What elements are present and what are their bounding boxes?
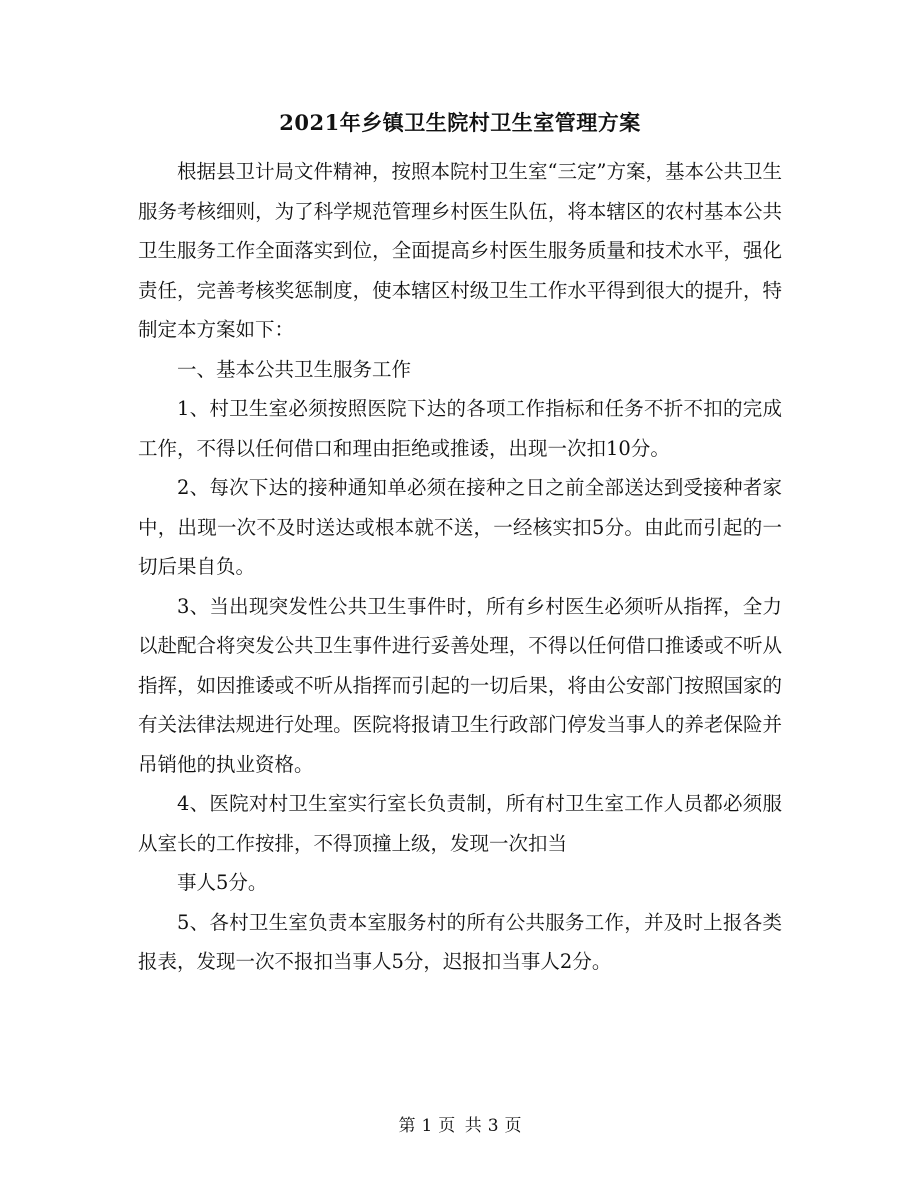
document-body [138, 152, 782, 982]
page-label-mid: 页 共 [438, 1116, 482, 1136]
page-label-prefix: 第 [398, 1116, 416, 1136]
paragraph-item-4: 4、医院对村卫生室实行室长负责制，所有村卫生室工作人员都必须服从室长的工作按排，不得顶撞上级，发现一次扣当 [138, 792, 782, 855]
page-label-suffix: 页 [504, 1116, 522, 1136]
document-title: 2021年乡镇卫生院村卫生室管理方案 [279, 110, 641, 135]
page-current-number: 1 [421, 1116, 433, 1136]
section-heading: 一、基本公共卫生服务工作 [177, 357, 412, 381]
paragraph-item-4-continued: 事人5分。 [177, 871, 268, 894]
paragraph-item-5: 5、各村卫生室负责本室服务村的所有公共服务工作，并及时上报各类报表，发现一次不报扣当事人5分，迟报扣当事人2分。 [138, 910, 782, 973]
paragraph-item-3: 3、当出现突发性公共卫生事件时，所有乡村医生必须听从指挥，全力以赴配合将突发公共卫生事件进行妥善处理，不得以任何借口推诿或不听从指挥，如因推诿或不听从指挥而引起的一切后果，将由公安部门按照国家的有关法律法规进行处理。医院将报请卫生行政部门停发当事人的养老保险并吊销他的执业资格。 [138, 594, 782, 776]
paragraph-item-2: 2、每次下达的接种通知单必须在接种之日之前全部送达到受接种者家中，出现一次不及时送达或根本就不送，一经核实扣5分。由此而引起的一切后果自负。 [138, 476, 782, 578]
paragraph-item-1: 1、村卫生室必须按照医院下达的各项工作指标和任务不折不扣的完成工作，不得以任何借口和理由拒绝或推诿，出现一次扣10分。 [138, 397, 782, 460]
page-footer [0, 1114, 920, 1138]
page-total-number: 3 [487, 1116, 499, 1136]
paragraph-intro: 根据县卫计局文件精神，按照本院村卫生室“三定”方案，基本公共卫生服务考核细则，为了科学规范管理乡村医生队伍，将本辖区的农村基本公共卫生服务工作全面落实到位，全面提高乡村医生服务质量和技术水平，强化责任，完善考核奖惩制度，使本辖区村级卫生工作水平得到很大的提升，特制定本方案如下： [138, 160, 782, 341]
